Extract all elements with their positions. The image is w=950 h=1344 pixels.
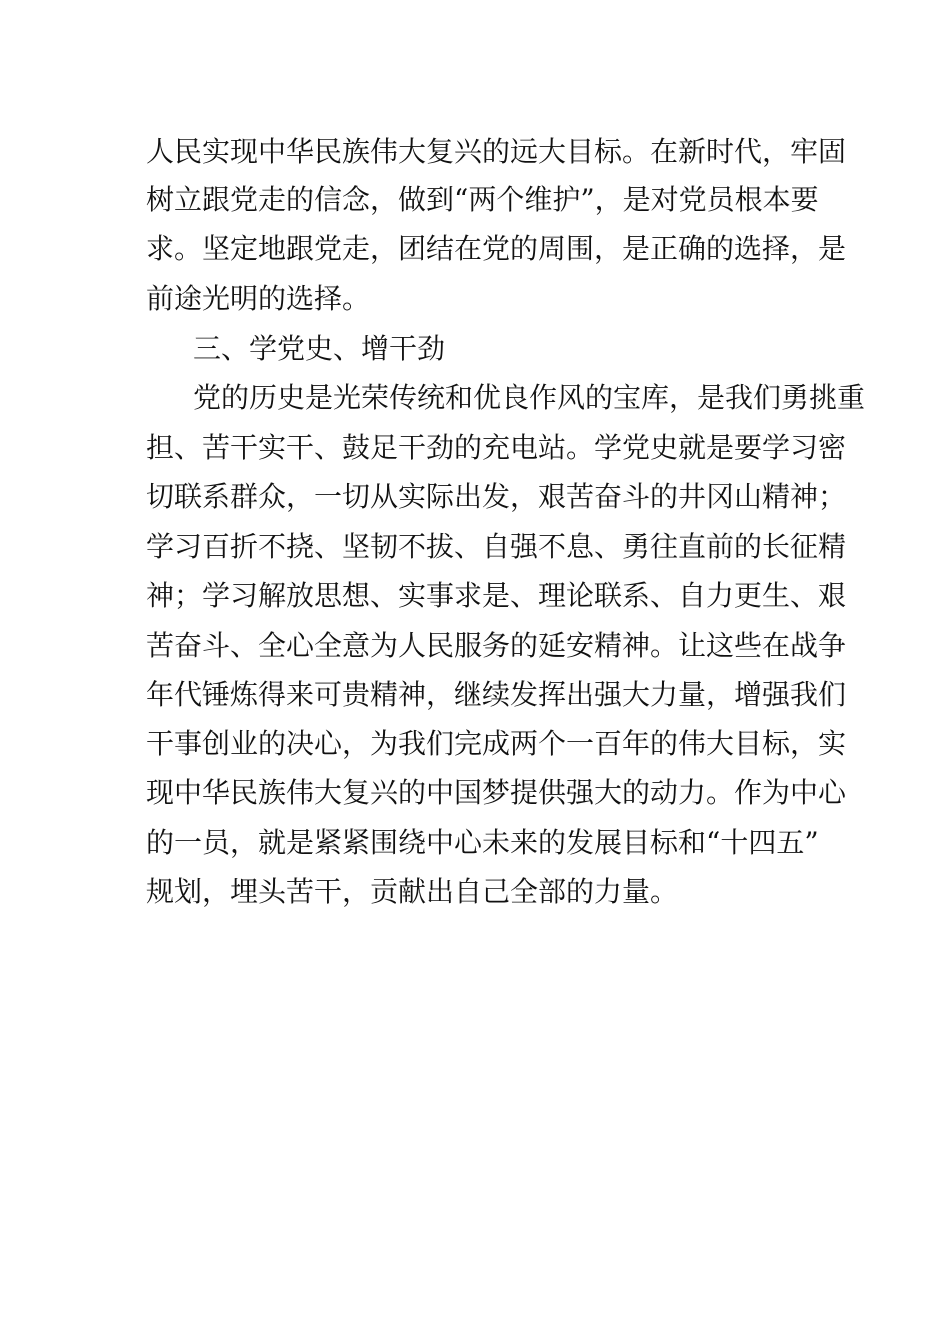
paragraph-line: 神；学习解放思想、实事求是、理论联系、自力更生、艰 (146, 579, 847, 612)
paragraph-line: 规划，埋头苦干，贡献出自己全部的力量。 (146, 875, 679, 908)
paragraph-line: 担、苦干实干、鼓足干劲的充电站。学党史就是要学习密 (146, 431, 847, 464)
paragraph-line: 求。坚定地跟党走，团结在党的周围，是正确的选择，是 (146, 232, 847, 265)
paragraph-line: 前途光明的选择。 (146, 282, 371, 315)
paragraph-line: 年代锤炼得来可贵精神，继续发挥出强大力量，增强我们 (146, 678, 847, 711)
paragraph-line: 学习百折不挠、坚韧不拔、自强不息、勇往直前的长征精 (146, 530, 847, 563)
section-heading: 三、学党史、增干劲 (193, 332, 446, 365)
paragraph-line: 苦奋斗、全心全意为人民服务的延安精神。让这些在战争 (146, 629, 847, 662)
paragraph-line: 的一员，就是紧紧围绕中心未来的发展目标和“十四五” (146, 826, 819, 859)
paragraph-line: 树立跟党走的信念，做到“两个维护”，是对党员根本要 (146, 183, 819, 216)
paragraph-line: 切联系群众，一切从实际出发，艰苦奋斗的井冈山精神； (146, 480, 847, 513)
paragraph-line: 人民实现中华民族伟大复兴的远大目标。在新时代，牢固 (146, 135, 847, 168)
paragraph-line: 干事创业的决心，为我们完成两个一百年的伟大目标，实 (146, 727, 847, 760)
paragraph-line: 现中华民族伟大复兴的中国梦提供强大的动力。作为中心 (146, 776, 847, 809)
paragraph-line: 党的历史是光荣传统和优良作风的宝库，是我们勇挑重 (193, 381, 866, 414)
